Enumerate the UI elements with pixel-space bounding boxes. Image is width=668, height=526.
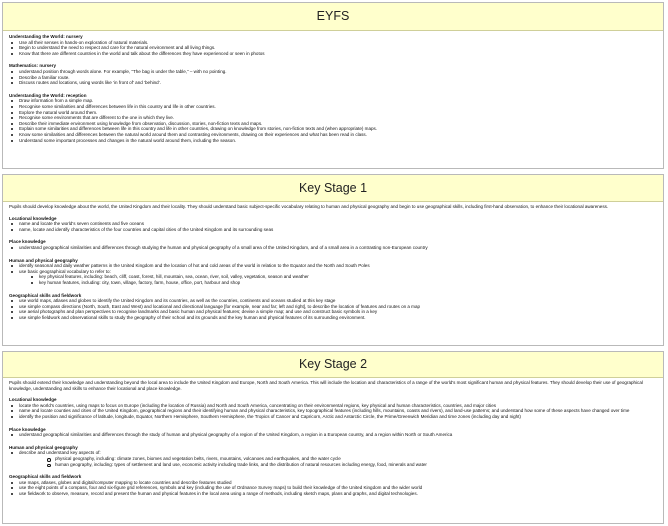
list-item: locate the world's countries, using maps to focus on Europe (including the location of Russia) and North and South America, concentrating on their environmental regions, key physical and human characteristics, countries, and major cities [9,403,657,409]
section-heading: Understanding the World: reception [9,92,87,98]
list-item: use simple fieldwork and observational skills to study the geography of their school and its grounds and the key human and physical features of its surrounding environment. [9,315,657,321]
bullet-list [9,263,657,285]
list-item: Describe a familiar route. [9,75,657,81]
ks2-intro: Pupils should extend their knowledge and understanding beyond the local area to include the United Kingdom and Europe, North and South America. This will include the location and characteristics of a range of the world's most significant human and physical features. They should develop their use of geographical knowledge, understanding and skills to enhance their locational and place knowledge. [9,380,643,391]
bullet-list [9,221,657,232]
list-item: use simple compass directions (North, South, East and West) and locational and directional language [for example, near and far; left and right], to describe the location of features and routes on a map [9,304,657,310]
ks1-body [3,202,663,321]
bullet-list [9,480,657,497]
bullet-list [9,69,657,86]
list-item: name and locate counties and cities of the United Kingdom, geographical regions and their identifying human and physical characteristics, key topographical features (including hills, mountains, coasts and rivers), and land-use patterns; and understand how some of these aspects have changed over time [9,408,657,414]
eyfs-body [3,31,663,143]
list-item: use world maps, atlases and globes to identify the United Kingdom and its countries, as well as the countries, continents and oceans studied at this key stage [9,298,657,304]
bullet-list [9,450,657,467]
list-item: name and locate the world's seven continents and five oceans [9,221,657,227]
bullet-list [9,432,657,438]
list-item: use the eight points of a compass, four and six-figure grid references, symbols and key (including the use of Ordnance Survey maps) to build their knowledge of the United Kingdom and the wider world [9,485,657,491]
list-item: use aerial photographs and plan perspectives to recognise landmarks and basic human and physical features; devise a simple map; and use and construct basic symbols in a key [9,309,657,315]
ks1-title: Key Stage 1 [298,181,368,195]
list-item: identify the position and significance of latitude, longitude, Equator, Northern Hemisphere, Southern Hemisphere, the Tropics of Cancer and Capricorn, Arctic and Antarctic Circle, the Prime/Greenwich Meridian and time zones (including day and night) [9,414,657,420]
list-item: Explain some similarities and differences between life in this country and life in other countries, drawing on knowledge from stories, non-fiction texts and (when appropriate) maps. [9,126,657,132]
list-item: Describe their immediate environment using knowledge from observation, discussion, stories, non-fiction texts and maps. [9,121,657,127]
list-item: use maps, atlases, globes and digital/computer mapping to locate countries and describe features studied [9,480,657,486]
bullet-list [9,245,657,251]
section-heading: Human and physical geography [9,444,78,450]
list-item: Understand some important processes and changes in the natural world around them, including the season. [9,138,657,144]
list-item: key human features, including: city, town, village, factory, farm, house, office, port, harbour and shop [9,280,657,286]
list-item: understand geographical similarities and differences through the study of human and physical geography of a region of the United Kingdom, a region in a European country, and a region within North or South America [9,432,657,438]
list-item: physical geography, including: climate zones, biomes and vegetation belts, rivers, mountains, volcanoes and earthquakes, and the water cycle [9,456,657,462]
list-item: key physical features, including: beach, cliff, coast, forest, hill, mountain, sea, ocean, river, soil, valley, vegetation, season and weather [9,274,657,280]
list-item: Explore the natural world around them. [9,110,657,116]
list-item: name, locate and identify characteristics of the four countries and capital cities of the United Kingdom and its surrounding seas [9,227,657,233]
section-heading: Geographical skills and fieldwork [9,292,82,298]
bullet-list [9,298,657,320]
bullet-list [9,403,657,420]
list-item: Discuss routes and locations, using words like ‘in front of’ and ‘behind’. [9,80,657,86]
list-item: use basic geographical vocabulary to refer to: [9,269,657,275]
eyfs-banner [3,3,663,31]
ks2-body [3,378,663,497]
ks2-panel [2,351,664,524]
ks1-intro: Pupils should develop knowledge about the world, the United Kingdom and their locality. They should understand basic subject-specific vocabulary relating to human and physical geography and begin to use geographical skills, including first-hand observation, to enhance their locational awareness. [9,204,609,209]
ks2-title: Key Stage 2 [298,357,368,371]
section-heading: Place knowledge [9,239,46,245]
list-item: use fieldwork to observe, measure, record and present the human and physical features in the local area using a range of methods, including sketch maps, plans and graphs, and digital technologies. [9,491,657,497]
section-heading: Place knowledge [9,426,46,432]
list-item: human geography, including: types of settlement and land use, economic activity including trade links, and the distribution of natural resources including energy, food, minerals and water [9,462,657,468]
list-item: Know some similarities and differences between the natural world around them and contrasting environments, drawing on their experiences and what has been read in class. [9,132,657,138]
section-heading: Locational knowledge [9,397,57,403]
eyfs-title: EYFS [316,9,350,23]
list-item: understand geographical similarities and differences through studying the human and physical geography of a small area of the United Kingdom, and of a small area in a contrasting non-European country [9,245,657,251]
list-item: Know that there are different countries in the world and talk about the differences they have experienced or seen in photos [9,51,657,57]
section-heading: Geographical skills and fieldwork [9,474,82,480]
ks2-banner [3,352,663,378]
section-heading: Human and physical geography [9,257,78,263]
bullet-list [9,98,657,143]
list-item: Recognise some similarities and differences between life in this country and life in other countries. [9,104,657,110]
list-item: Begin to understand the need to respect and care for the natural environment and all living things. [9,45,657,51]
list-item: Draw information from a simple map. [9,98,657,104]
list-item: describe and understand key aspects of: [9,450,657,456]
ks1-banner [3,175,663,202]
section-heading: Mathematics: nursery [9,63,57,69]
list-item: Recognise some environments that are different to the one in which they live. [9,115,657,121]
section-heading: Understanding the World: nursery [9,34,83,39]
section-heading: Locational knowledge [9,215,57,221]
list-item: Use all their senses in hands-on exploration of natural materials. [9,40,657,46]
ks1-panel [2,174,664,346]
eyfs-panel [2,2,664,169]
bullet-list [9,40,657,57]
list-item: understand position through words alone. For example, “The bag is under the table,” – with no pointing. [9,69,657,75]
list-item: identify seasonal and daily weather patterns in the United Kingdom and the location of hot and cold areas of the world in relation to the Equator and the North and South Poles [9,263,657,269]
